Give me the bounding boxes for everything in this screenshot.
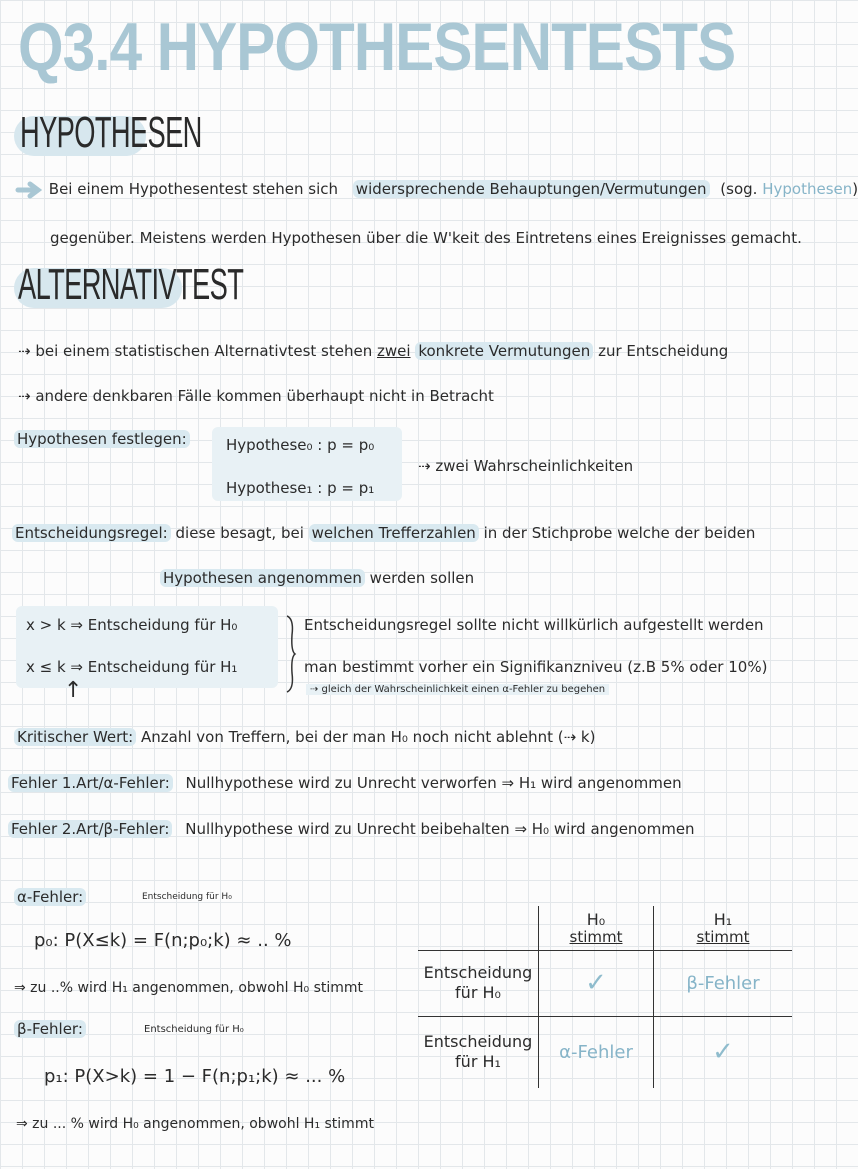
bullet-1-suffix: zur Entscheidung (598, 342, 729, 360)
rule-highlight: welchen Trefferzahlen (309, 524, 479, 542)
krit-line (14, 728, 595, 746)
rule-line2-highlight: Hypothesen angenommen (160, 569, 365, 587)
check-icon: ✓ (585, 968, 607, 998)
bullet-2: ⇢ andere denkbaren Fälle kommen überhaupt nicht in Betracht (18, 387, 494, 405)
condition-1: x > k ⇒ Entscheidung für H₀ (26, 616, 238, 634)
decision-table (418, 906, 792, 1088)
condition-2: x ≤ k ⇒ Entscheidung für H₁ (26, 658, 238, 676)
section-heading-alternativtest: ALTERNATIVTEST (18, 260, 244, 309)
up-arrow-icon: ↑ (64, 678, 83, 703)
err1-line (8, 774, 682, 792)
col-h1-label: H₁ (713, 909, 733, 929)
hypothesen-festlegen-label: Hypothesen festlegen: (14, 430, 190, 448)
check-icon: ✓ (712, 1037, 734, 1068)
col-h0-sub: stimmt (569, 927, 623, 946)
alpha-formula: p₀: P(X≤k) = F(n;p₀;k) ≈ .. % (34, 930, 292, 951)
alpha-note: Entscheidung für H₀ (142, 892, 232, 902)
row-entscheidung-h0: Entscheidung für H₀ (418, 950, 539, 1016)
intro-highlight: widersprechende Behauptungen/Vermutungen (353, 180, 710, 198)
table-corner (418, 906, 539, 950)
bullet-1-underlined: zwei (377, 342, 411, 360)
hypotheses-result: ⇢ zwei Wahrscheinlichkeiten (418, 457, 634, 475)
intro-text-a: Bei einem Hypothesentest stehen sich (48, 180, 339, 198)
arrow-right-icon (16, 181, 44, 199)
rule-text-b: in der Stichprobe welche der beiden (483, 524, 756, 542)
alpha-conclusion: ⇒ zu ..% wird H₁ angenommen, obwohl H₀ stimmt (14, 980, 364, 996)
beta-formula: p₁: P(X>k) = 1 − F(n;p₁;k) ≈ ... % (44, 1066, 346, 1087)
krit-text: Anzahl von Treffern, bei der man H₀ noch nicht ablehnt (⇢ k) (141, 728, 596, 746)
intro-blue-term: Hypothesen (762, 180, 853, 198)
bullet-1 (18, 342, 728, 360)
err2-text: Nullhypothese wird zu Unrecht beibehalten ⇒ H₀ wird angenommen (185, 820, 695, 838)
hypothese-0: Hypothese₀ : p = p₀ (226, 436, 375, 454)
rule-note-1: Entscheidungsregel sollte nicht willkürlich aufgestellt werden (304, 616, 764, 634)
rule-note-3: ⇢ gleich der Wahrscheinlichkeit einen α-Fehler zu begehen (306, 684, 609, 695)
page-title: Q3.4 HYPOTHESENTESTS (18, 9, 736, 85)
hypothese-1: Hypothese₁ : p = p₁ (226, 479, 375, 497)
cell-beta-error: β-Fehler (654, 950, 793, 1016)
rule-line-2 (160, 569, 474, 587)
bracket-icon (286, 615, 296, 693)
err2-line (8, 820, 695, 838)
bullet-1-highlight: konkrete Vermutungen (415, 342, 593, 360)
col-h1-sub: stimmt (696, 927, 750, 946)
err2-label: Fehler 2.Art/β-Fehler: (8, 820, 172, 838)
cell-alpha-error: α-Fehler (539, 1016, 654, 1088)
intro-line-1 (16, 180, 858, 199)
rule-text-a: diese besagt, bei (175, 524, 304, 542)
cell-check-1 (539, 950, 654, 1016)
col-h0-label: H₀ (586, 909, 606, 929)
intro-paren-open: (sog. (720, 180, 758, 198)
section-heading-hypothesen: HYPOTHESEN (20, 108, 202, 157)
cell-check-2 (654, 1016, 793, 1088)
err1-text: Nullhypothese wird zu Unrecht verworfen ⇒ H₁ wird angenommen (185, 774, 682, 792)
bullet-1-prefix: ⇢ bei einem statistischen Alternativtest stehen (18, 342, 373, 360)
table-col-h1 (654, 906, 793, 950)
beta-note: Entscheidung für H₀ (144, 1024, 244, 1035)
rule-line-1 (12, 524, 755, 542)
beta-label: β-Fehler: (14, 1020, 86, 1038)
krit-label: Kritischer Wert: (14, 728, 136, 746)
rule-line2-rest: werden sollen (369, 569, 475, 587)
err1-label: Fehler 1.Art/α-Fehler: (8, 774, 173, 792)
table-col-h0 (539, 906, 654, 950)
beta-conclusion: ⇒ zu ... % wird H₀ angenommen, obwohl H₁ stimmt (16, 1116, 374, 1132)
rule-label: Entscheidungsregel: (12, 524, 171, 542)
intro-line-2: gegenüber. Meistens werden Hypothesen über die W'keit des Eintretens eines Ereignisses gemacht. (50, 229, 802, 247)
intro-paren-close: ) (852, 180, 858, 198)
rule-note-2: man bestimmt vorher ein Signifikanzniveu (z.B 5% oder 10%) (304, 658, 768, 676)
row-entscheidung-h1: Entscheidung für H₁ (418, 1016, 539, 1088)
alpha-label: α-Fehler: (14, 888, 86, 906)
